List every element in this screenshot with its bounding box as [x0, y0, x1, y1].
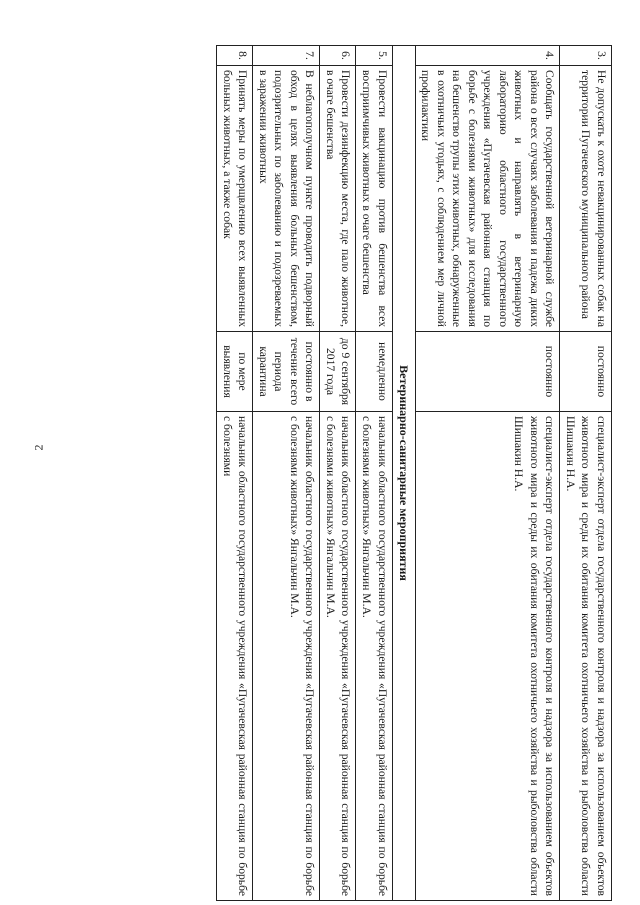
- row-number: 3.: [560, 46, 612, 66]
- table-row: [253, 46, 320, 901]
- term-cell: по мере выявления: [217, 332, 253, 412]
- responsible-cell: начальник областного государственного учреждения «Пугачевская районная станция по борьбе с болезнями животных» Янгальчин М.А.: [320, 412, 356, 901]
- term-cell: постоянно: [415, 332, 560, 412]
- action-cell: Провести вакцинацию против бешенства всех восприимчивых животных в очаге бешенства: [356, 66, 392, 332]
- term-cell: немедленно: [356, 332, 392, 412]
- row-number: 4.: [415, 46, 560, 66]
- responsible-cell: начальник областного государственного учреждения «Пугачевская районная станция по борьбе с болезнями животных» Янгальчин М.А.: [253, 412, 320, 901]
- action-cell: В неблагополучном пункте проводить подворный обход в целях выявления больных бешенством, подозрительных по заболеванию и подозреваемых в заражении животных: [253, 66, 320, 332]
- row-number: 7.: [253, 46, 320, 66]
- term-cell: до 9 сентября 2017 года: [320, 332, 356, 412]
- table-row: [415, 46, 560, 901]
- row-number: 8.: [217, 46, 253, 66]
- measures-table: [216, 45, 612, 901]
- row-number: 6.: [320, 46, 356, 66]
- page-number: 2: [31, 444, 46, 451]
- row-number: 5.: [356, 46, 392, 66]
- table-row: [320, 46, 356, 901]
- table-row: [217, 46, 253, 901]
- term-cell: постоянно: [560, 332, 612, 412]
- responsible-cell: начальник областного государственного учреждения «Пугачевская районная станция по борьбе с болезнями: [217, 412, 253, 901]
- action-cell: Сообщать государственной ветеринарной службе района о всех случаях заболевания и падежа диких животных и направлять в ветеринарную лабораторию областного государственного учреждения «Пугачевская районная станция по борьбе с болезнями животных» для исследования на бешенство трупы этих животных, обнаруженные в охотничьих угодьях, с соблюдением мер личной профилактики: [415, 66, 560, 332]
- table-row: [356, 46, 392, 901]
- term-cell: постоянно в течение всего периода карантина: [253, 332, 320, 412]
- section-header-row: [392, 46, 415, 901]
- rotated-table-container: [77, 45, 612, 900]
- action-cell: Не допускать к охоте невакцинированных собак на территории Пугачевского муниципального района: [560, 66, 612, 332]
- table-row: [560, 46, 612, 901]
- responsible-cell: специалист-эксперт отдела государственного контроля и надзора за использованием объектов животного мира и среды их обитания комитета охотничьего хозяйства и рыболовства области Шишакин Н.А.: [415, 412, 560, 901]
- responsible-cell: начальник областного государственного учреждения «Пугачевская районная станция по борьбе с болезнями животных» Янгальчин М.А.: [356, 412, 392, 901]
- action-cell: Принять меры по умерщвлению всех выявленных больных животных, а также собак: [217, 66, 253, 332]
- section-title: Ветеринарно-санитарные мероприятия: [392, 46, 415, 901]
- action-cell: Провести дезинфекцию места, где пало животное, в очаге бешенства: [320, 66, 356, 332]
- responsible-cell: специалист-эксперт отдела государственного контроля и надзора за использованием объектов животного мира и среды их обитания комитета охотничьего хозяйства и рыболовства области Шишакин Н.А.: [560, 412, 612, 901]
